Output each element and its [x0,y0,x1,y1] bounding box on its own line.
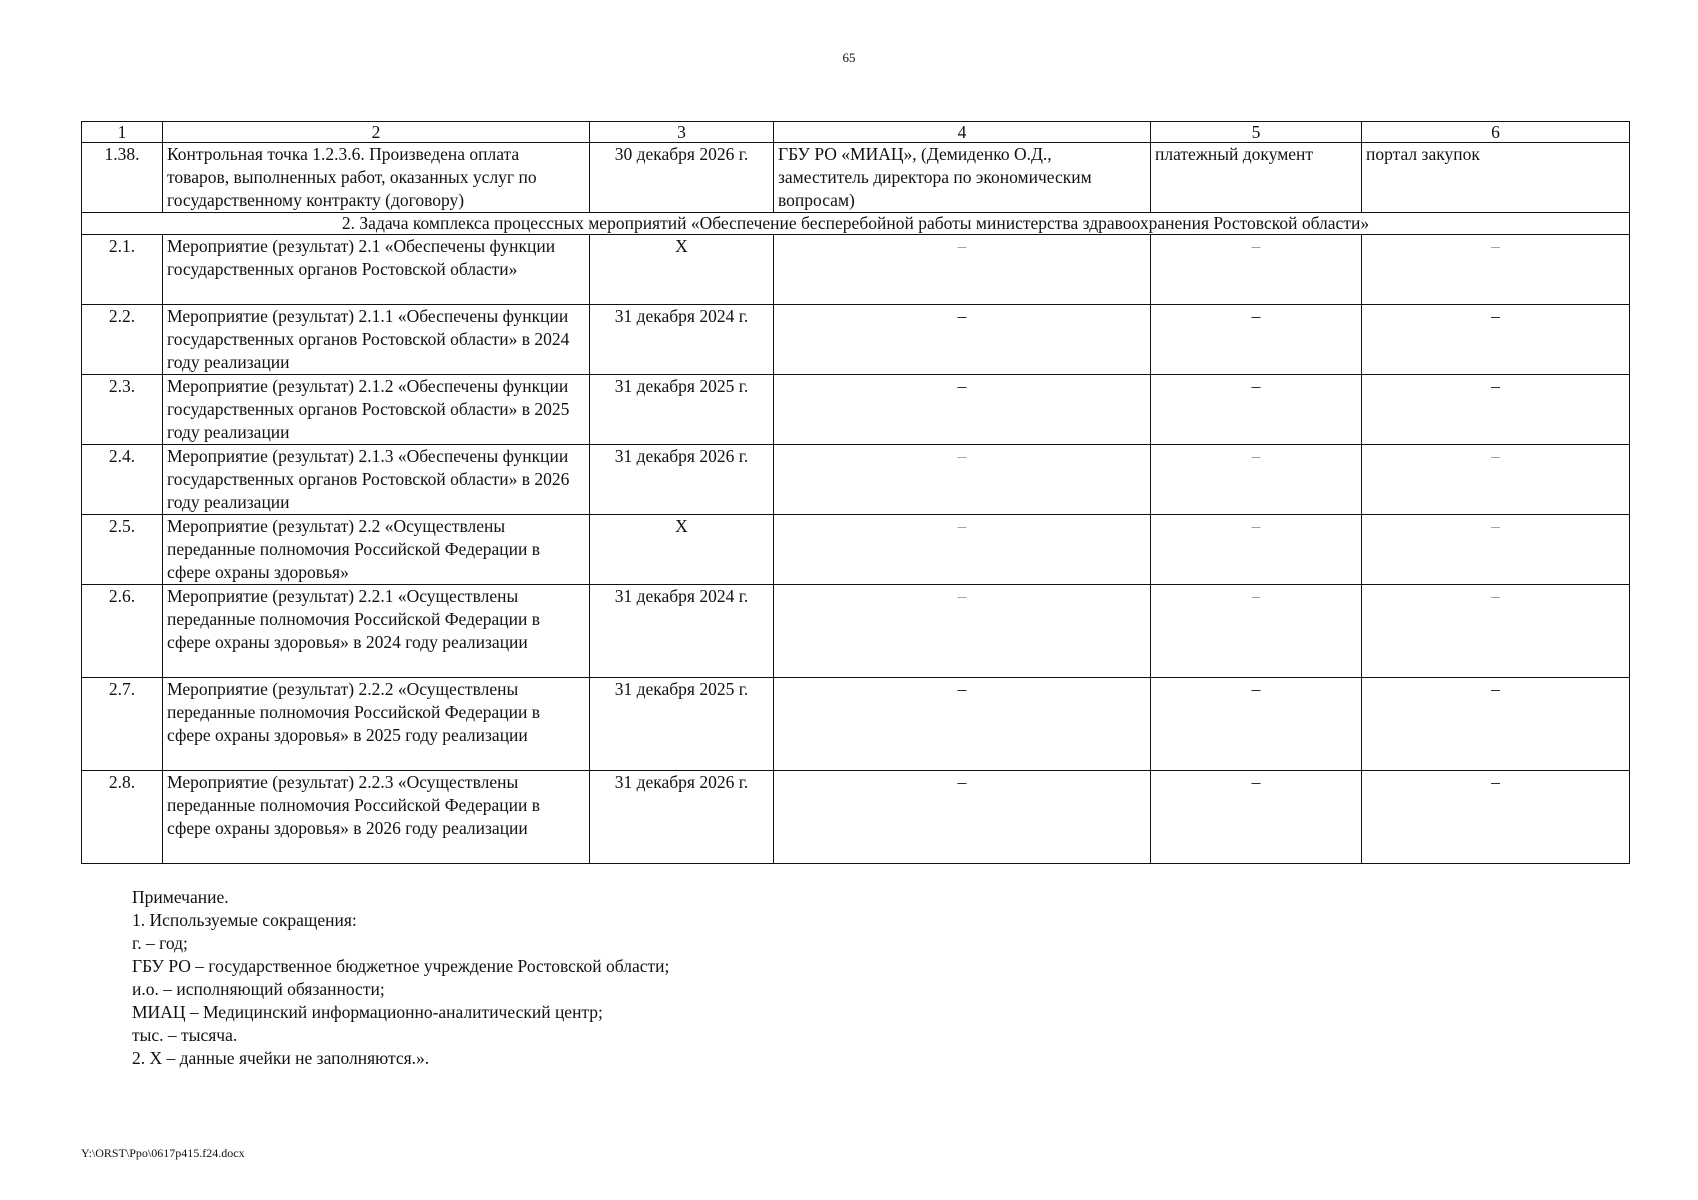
row-responsible: ГБУ РО «МИАЦ», (Демиденко О.Д., заместитель директора по экономическим вопросам) [774,143,1151,213]
table-header-row [82,122,1630,143]
row-number: 2.2. [82,305,163,375]
row-document: – [1151,585,1362,678]
row-responsible: – [774,305,1151,375]
row-date: X [590,235,774,305]
row-number: 2.6. [82,585,163,678]
row-name: Мероприятие (результат) 2.2.2 «Осуществлены переданные полномочия Российской Федерации в сфере охраны здоровья» в 2025 году реализации [163,678,590,771]
row-system: – [1362,375,1630,445]
note-line: 2. X – данные ячейки не заполняются.». [132,1048,430,1068]
table-row [82,445,1630,515]
page-number: 65 [842,50,856,65]
column-header: 6 [1362,122,1630,143]
row-document: – [1151,305,1362,375]
section-row [82,213,1630,235]
row-system: – [1362,235,1630,305]
row-date: 31 декабря 2026 г. [590,771,774,864]
row-number: 2.4. [82,445,163,515]
notes-block [132,886,669,1070]
table-row [82,771,1630,864]
row-system: – [1362,771,1630,864]
row-system: – [1362,515,1630,585]
row-system: – [1362,678,1630,771]
note-line: и.о. – исполняющий обязанности; [132,979,385,999]
note-line: тыс. – тысяча. [132,1025,238,1045]
table-row [82,305,1630,375]
row-document: – [1151,445,1362,515]
row-document: – [1151,375,1362,445]
note-line: ГБУ РО – государственное бюджетное учреждение Ростовской области; [132,956,670,976]
row-number: 2.7. [82,678,163,771]
row-document: – [1151,515,1362,585]
note-line: МИАЦ – Медицинский информационно-аналитический центр; [132,1002,603,1022]
row-date: X [590,515,774,585]
row-responsible: – [774,235,1151,305]
column-header: 3 [590,122,774,143]
row-responsible: – [774,515,1151,585]
row-document: – [1151,235,1362,305]
row-document: платежный документ [1151,143,1362,213]
section-title: 2. Задача комплекса процессных мероприятий «Обеспечение бесперебойной работы министерства здравоохранения Ростовской области» [82,213,1630,235]
table-row [82,585,1630,678]
row-number: 2.3. [82,375,163,445]
row-name: Контрольная точка 1.2.3.6. Произведена оплата товаров, выполненных работ, оказанных услуг по государственному контракту (договору) [163,143,590,213]
column-header: 5 [1151,122,1362,143]
table-row [82,375,1630,445]
table-row [82,235,1630,305]
row-responsible: – [774,771,1151,864]
row-document: – [1151,678,1362,771]
note-line: 1. Используемые сокращения: [132,910,357,930]
row-name: Мероприятие (результат) 2.1.2 «Обеспечены функции государственных органов Ростовской области» в 2025 году реализации [163,375,590,445]
row-system: – [1362,305,1630,375]
column-header: 1 [82,122,163,143]
row-name: Мероприятие (результат) 2.1.1 «Обеспечены функции государственных органов Ростовской области» в 2024 году реализации [163,305,590,375]
row-name: Мероприятие (результат) 2.1 «Обеспечены функции государственных органов Ростовской области» [163,235,590,305]
row-number: 2.1. [82,235,163,305]
table-row [82,515,1630,585]
row-name: Мероприятие (результат) 2.2 «Осуществлены переданные полномочия Российской Федерации в сфере охраны здоровья» [163,515,590,585]
table-row [82,678,1630,771]
row-number: 2.8. [82,771,163,864]
row-date: 31 декабря 2024 г. [590,585,774,678]
column-header: 4 [774,122,1151,143]
notes-title: Примечание. [132,887,229,907]
row-number: 1.38. [82,143,163,213]
row-name: Мероприятие (результат) 2.2.1 «Осуществлены переданные полномочия Российской Федерации в сфере охраны здоровья» в 2024 году реализации [163,585,590,678]
row-responsible: – [774,445,1151,515]
row-date: 31 декабря 2024 г. [590,305,774,375]
row-name: Мероприятие (результат) 2.2.3 «Осуществлены переданные полномочия Российской Федерации в сфере охраны здоровья» в 2026 году реализации [163,771,590,864]
activities-table [81,121,1630,864]
row-name: Мероприятие (результат) 2.1.3 «Обеспечены функции государственных органов Ростовской области» в 2026 году реализации [163,445,590,515]
row-number: 2.5. [82,515,163,585]
row-responsible: – [774,375,1151,445]
row-responsible: – [774,678,1151,771]
row-system: – [1362,585,1630,678]
file-path-footer: Y:\ORST\Ppo\0617p415.f24.docx [81,1146,245,1160]
row-date: 31 декабря 2025 г. [590,678,774,771]
row-date: 31 декабря 2025 г. [590,375,774,445]
row-date: 31 декабря 2026 г. [590,445,774,515]
row-document: – [1151,771,1362,864]
row-date: 30 декабря 2026 г. [590,143,774,213]
row-system: – [1362,445,1630,515]
row-system: портал закупок [1362,143,1630,213]
table-row [82,143,1630,213]
note-line: г. – год; [132,933,188,953]
column-header: 2 [163,122,590,143]
row-responsible: – [774,585,1151,678]
